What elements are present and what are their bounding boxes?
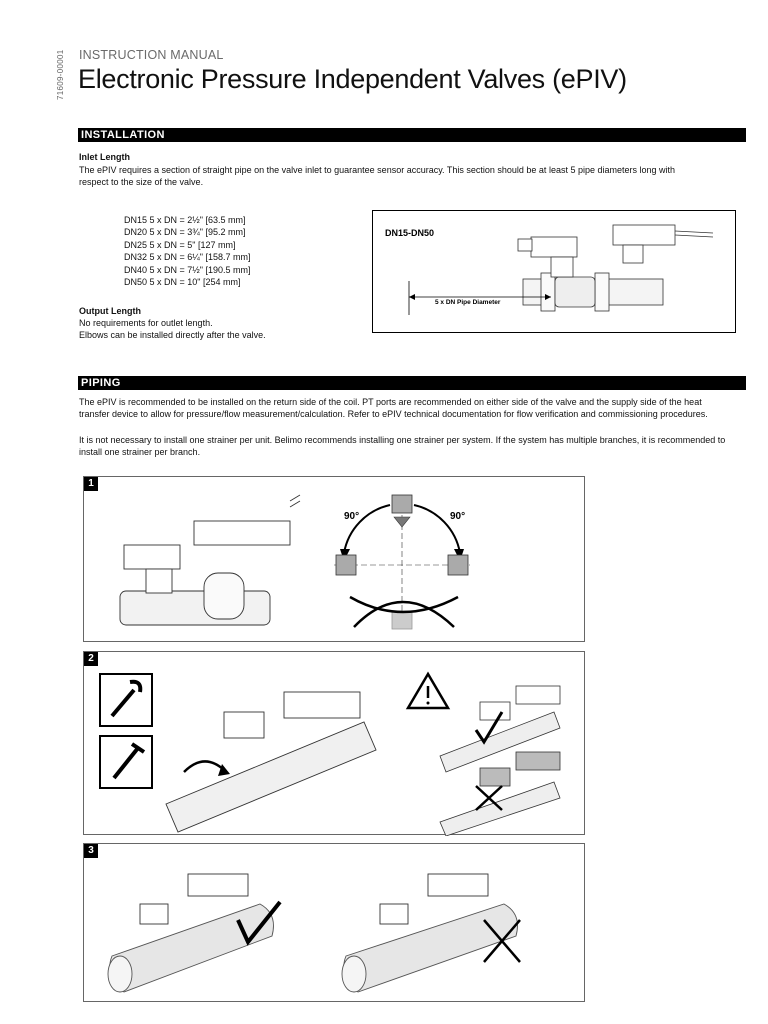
size-range-label: DN15-DN50 xyxy=(385,228,435,238)
dimension-label: 5 x DN Pipe Diameter xyxy=(435,299,501,306)
installation-section-bar: INSTALLATION xyxy=(78,128,746,142)
figure-tightening xyxy=(83,651,585,835)
manual-kicker: INSTRUCTION MANUAL xyxy=(79,48,224,62)
strainer-paragraph: It is not necessary to install one strainer per unit. Belimo recommends installing one strainer per system. If the system has multiple branches, it is recommended to install one strainer per branch. xyxy=(79,435,726,457)
inlet-length-figure xyxy=(372,210,736,333)
piping-section-bar: PIPING xyxy=(78,376,746,390)
inlet-length-text: The ePIV requires a section of straight pipe on the valve inlet to guarantee sensor accuracy. This section should be at least 5 pipe diameters long with respect to the size of the valve. xyxy=(79,165,676,187)
piping-paragraph: The ePIV is recommended to be installed on the return side of the coil. PT ports are recommended on either side of the valve and the supply side of the heat transfer device to allow for pressure/flow measurement/calculation. Refer to ePIV technical documentation for flow verification and commissioning procedures. xyxy=(79,397,708,419)
tightening-illustration xyxy=(84,652,586,836)
pipe-size-item: DN32 5 x DN = 6¼" [158.7 mm] xyxy=(124,252,251,263)
pipe-size-list xyxy=(124,214,251,288)
pipe-size-item: DN15 5 x DN = 2½" [63.5 mm] xyxy=(124,215,246,225)
insulation-illustration xyxy=(84,844,586,1003)
output-length-line: Elbows can be installed directly after the valve. xyxy=(79,330,266,340)
figure-number: 3 xyxy=(84,844,98,858)
output-length-heading: Output Length xyxy=(79,306,141,316)
pipe-size-item: DN20 5 x DN = 3¾" [95.2 mm] xyxy=(124,227,246,238)
figure-insulation xyxy=(83,843,585,1002)
figure-orientation xyxy=(83,476,585,642)
angle-left-label: 90° xyxy=(344,511,360,522)
figure-number: 2 xyxy=(84,652,98,666)
document-code: 71609-00001 xyxy=(56,49,65,100)
pipe-size-item: DN50 5 x DN = 10" [254 mm] xyxy=(124,277,241,288)
page-title: Electronic Pressure Independent Valves (ePIV) xyxy=(78,64,627,94)
angle-right-label: 90° xyxy=(450,511,466,522)
inlet-valve-illustration xyxy=(373,211,737,334)
inlet-length-heading: Inlet Length xyxy=(79,152,130,162)
figure-number: 1 xyxy=(84,477,98,491)
orientation-illustration xyxy=(84,477,586,643)
pipe-size-item: DN40 5 x DN = 7½" [190.5 mm] xyxy=(124,264,251,275)
pipe-size-item: DN25 5 x DN = 5" [127 mm] xyxy=(124,239,236,250)
output-length-line: No requirements for outlet length. xyxy=(79,318,213,328)
